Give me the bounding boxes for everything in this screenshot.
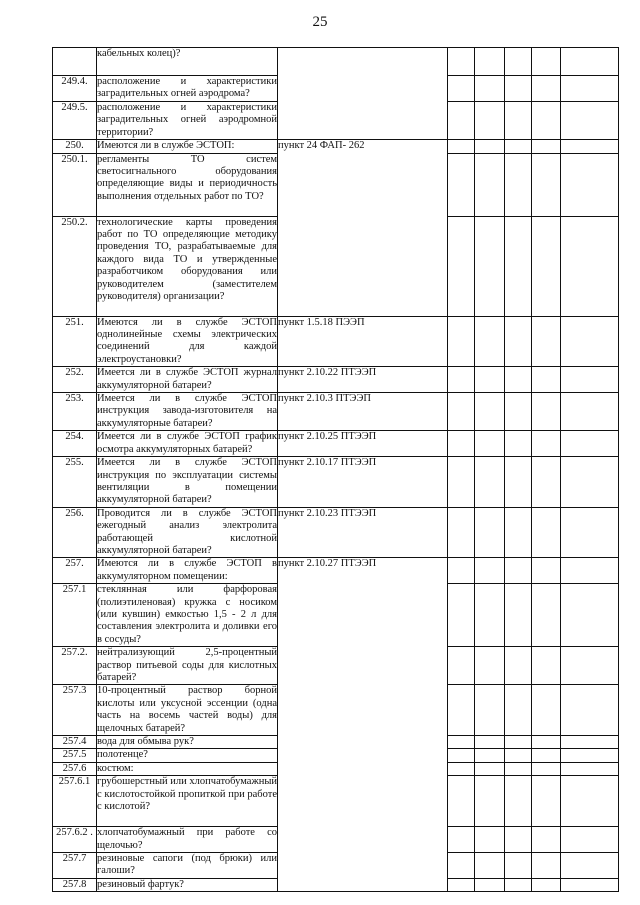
answer-cell (532, 102, 561, 140)
answer-cell (561, 216, 619, 316)
answer-cell (561, 776, 619, 827)
answer-cell (475, 431, 505, 457)
answer-cell (505, 685, 532, 736)
answer-cell (561, 558, 619, 584)
row-question: расположение и характеристики заградительных огней аэродрома? (97, 76, 278, 102)
row-reference: пункт 2.10.25 ПТЭЭП (278, 431, 448, 457)
row-question: Имеются ли в службе ЭСТОП в аккумуляторном помещении: (97, 558, 277, 582)
answer-cell (448, 316, 475, 367)
answer-cell (532, 367, 561, 393)
answer-cell (475, 762, 505, 775)
answer-cell (448, 827, 475, 853)
answer-cell (505, 749, 532, 762)
answer-cell (532, 736, 561, 749)
answer-cell (448, 685, 475, 736)
row-question: полотенце? (97, 749, 278, 762)
answer-cell (532, 153, 561, 216)
answer-cell (475, 853, 505, 879)
table-row (53, 507, 619, 558)
row-question: Имеется ли в службе ЭСТОП график осмотра аккумуляторных батарей? (97, 431, 277, 455)
answer-cell (448, 558, 475, 584)
answer-cell (505, 776, 532, 827)
answer-cell (448, 776, 475, 827)
answer-cell (475, 776, 505, 827)
row-number: 257.2. (53, 647, 97, 685)
table-row (53, 393, 619, 431)
row-number: 250.1. (53, 153, 97, 216)
answer-cell (561, 749, 619, 762)
answer-cell (448, 762, 475, 775)
row-question: Имеются ли в службе ЭСТОП однолинейные схемы электрических соединений для каждой электроустановки? (97, 316, 277, 365)
answer-cell (475, 216, 505, 316)
answer-cell (505, 762, 532, 775)
row-number: 257.6.1 (53, 776, 97, 827)
row-question: резиновые сапоги (под брюки) или галоши? (97, 853, 277, 877)
table-row (53, 367, 619, 393)
answer-cell (505, 316, 532, 367)
answer-cell (561, 367, 619, 393)
answer-cell (448, 153, 475, 216)
answer-cell (505, 48, 532, 76)
checklist-table (52, 47, 619, 892)
answer-cell (532, 48, 561, 76)
answer-cell (505, 367, 532, 393)
row-number: 249.5. (53, 102, 97, 140)
answer-cell (532, 776, 561, 827)
row-reference: пункт 1.5.18 ПЭЭП (278, 316, 448, 367)
row-reference: пункт 2.10.3 ПТЭЭП (278, 393, 448, 431)
answer-cell (532, 76, 561, 102)
answer-cell (505, 827, 532, 853)
answer-cell (448, 878, 475, 891)
answer-cell (532, 316, 561, 367)
answer-cell (561, 457, 619, 508)
answer-cell (448, 393, 475, 431)
answer-cell (532, 140, 561, 153)
row-number: 257.6 (53, 762, 97, 775)
answer-cell (532, 584, 561, 647)
answer-cell (475, 367, 505, 393)
answer-cell (561, 507, 619, 558)
answer-cell (561, 48, 619, 76)
answer-cell (505, 140, 532, 153)
row-question: Имеется ли в службе ЭСТОП журнал аккумуляторной батареи? (97, 367, 277, 391)
answer-cell (448, 76, 475, 102)
answer-cell (448, 367, 475, 393)
answer-cell (561, 153, 619, 216)
answer-cell (561, 140, 619, 153)
answer-cell (448, 102, 475, 140)
answer-cell (532, 431, 561, 457)
answer-cell (505, 431, 532, 457)
answer-cell (448, 457, 475, 508)
row-question: грубошерстный или хлопчатобумажный с кислотостойкой пропиткой при работе с кислотой? (97, 776, 278, 827)
row-reference: пункт 2.10.27 ПТЭЭП (278, 558, 448, 892)
answer-cell (505, 393, 532, 431)
answer-cell (448, 749, 475, 762)
row-number: 257.8 (53, 878, 97, 891)
answer-cell (505, 853, 532, 879)
answer-cell (561, 685, 619, 736)
row-question: технологические карты проведения работ по ТО определяющие методику проведения ТО, разрабатываемые для каждого вида ТО и утвержденные разработчиком оборудования или руководителем (заместителем руководителя) организации? (97, 216, 278, 316)
answer-cell (475, 647, 505, 685)
answer-cell (475, 507, 505, 558)
answer-cell (561, 853, 619, 879)
answer-cell (532, 762, 561, 775)
table-row (53, 48, 619, 76)
answer-cell (448, 140, 475, 153)
row-question: нейтрализующий 2,5-процентный раствор питьевой соды для кислотных батарей? (97, 647, 277, 683)
answer-cell (448, 216, 475, 316)
row-question: Проводится ли в службе ЭСТОП ежегодный анализ электролита работающей кислотной аккумуляторной батареи? (97, 507, 277, 556)
answer-cell (561, 827, 619, 853)
answer-cell (561, 102, 619, 140)
table-row (53, 140, 619, 153)
row-number: 255. (53, 457, 97, 508)
answer-cell (475, 48, 505, 76)
row-number: 250. (53, 140, 97, 153)
answer-cell (561, 431, 619, 457)
row-question: стеклянная или фарфоровая (полиэтиленовая) кружка с носиком (или кувшин) емкостью 1,5 - 2 л для составления электролита и доливки его в сосуды? (97, 584, 277, 645)
answer-cell (561, 393, 619, 431)
answer-cell (505, 647, 532, 685)
answer-cell (505, 558, 532, 584)
answer-cell (475, 736, 505, 749)
answer-cell (532, 393, 561, 431)
row-number: 257.5 (53, 749, 97, 762)
answer-cell (475, 457, 505, 508)
row-question: Имеется ли в службе ЭСТОП инструкция по эксплуатации системы вентиляции в помещении аккумуляторной батареи? (97, 457, 277, 506)
answer-cell (475, 749, 505, 762)
table-row (53, 431, 619, 457)
answer-cell (475, 393, 505, 431)
row-reference: пункт 2.10.17 ПТЭЭП (278, 457, 448, 508)
answer-cell (532, 457, 561, 508)
answer-cell (505, 102, 532, 140)
row-number: 257. (53, 558, 97, 584)
row-number: 250.2. (53, 216, 97, 316)
table-row (53, 457, 619, 508)
answer-cell (475, 685, 505, 736)
row-number: 257.6.2 . (53, 827, 97, 853)
answer-cell (505, 457, 532, 508)
row-question: костюм: (97, 762, 278, 775)
row-question: Имеется ли в службе ЭСТОП инструкция завода-изготовителя на аккумуляторные батареи? (97, 393, 277, 429)
row-question: Имеются ли в службе ЭСТОП: (97, 140, 278, 153)
answer-cell (561, 76, 619, 102)
answer-cell (532, 827, 561, 853)
row-reference: пункт 2.10.23 ПТЭЭП (278, 507, 448, 558)
row-question: расположение и характеристики заградительных огней аэродромной территории? (97, 102, 277, 138)
answer-cell (475, 316, 505, 367)
answer-cell (505, 584, 532, 647)
answer-cell (561, 584, 619, 647)
row-reference: пункт 2.10.22 ПТЭЭП (278, 367, 448, 393)
answer-cell (505, 216, 532, 316)
row-number: 257.3 (53, 685, 97, 736)
answer-cell (532, 507, 561, 558)
answer-cell (475, 827, 505, 853)
row-reference (278, 48, 448, 140)
answer-cell (532, 853, 561, 879)
row-question: кабельных колец)? (97, 48, 278, 76)
row-number: 256. (53, 507, 97, 558)
row-number: 252. (53, 367, 97, 393)
answer-cell (561, 762, 619, 775)
answer-cell (505, 736, 532, 749)
answer-cell (448, 431, 475, 457)
answer-cell (561, 878, 619, 891)
answer-cell (561, 316, 619, 367)
answer-cell (561, 736, 619, 749)
answer-cell (475, 140, 505, 153)
row-number (53, 48, 97, 76)
table-row (53, 558, 619, 584)
answer-cell (475, 102, 505, 140)
answer-cell (532, 647, 561, 685)
page-number: 25 (312, 14, 328, 30)
answer-cell (532, 558, 561, 584)
answer-cell (532, 685, 561, 736)
row-question: регламенты ТО систем светосигнального оборудования определяющие виды и периодичность выполнения отдельных работ по ТО? (97, 153, 278, 216)
answer-cell (532, 749, 561, 762)
row-question: 10-процентный раствор борной кислоты или уксусной эссенции (одна часть на восемь частей воды) для щелочных батарей? (97, 685, 277, 734)
answer-cell (448, 507, 475, 558)
answer-cell (561, 647, 619, 685)
answer-cell (448, 584, 475, 647)
table-row (53, 316, 619, 367)
row-number: 257.4 (53, 736, 97, 749)
answer-cell (448, 48, 475, 76)
answer-cell (448, 853, 475, 879)
answer-cell (448, 647, 475, 685)
row-number: 257.7 (53, 853, 97, 879)
answer-cell (475, 558, 505, 584)
row-number: 257.1 (53, 584, 97, 647)
answer-cell (532, 216, 561, 316)
answer-cell (505, 153, 532, 216)
answer-cell (532, 878, 561, 891)
answer-cell (448, 736, 475, 749)
row-question: хлопчатобумажный при работе со щелочью? (97, 827, 277, 851)
answer-cell (475, 76, 505, 102)
answer-cell (505, 76, 532, 102)
answer-cell (475, 153, 505, 216)
row-number: 251. (53, 316, 97, 367)
answer-cell (475, 584, 505, 647)
row-reference: пункт 24 ФАП- 262 (278, 140, 448, 316)
answer-cell (505, 507, 532, 558)
row-number: 254. (53, 431, 97, 457)
row-number: 249.4. (53, 76, 97, 102)
answer-cell (505, 878, 532, 891)
answer-cell (475, 878, 505, 891)
row-number: 253. (53, 393, 97, 431)
row-question: резиновый фартук? (97, 878, 278, 891)
row-question: вода для обмыва рук? (97, 736, 278, 749)
